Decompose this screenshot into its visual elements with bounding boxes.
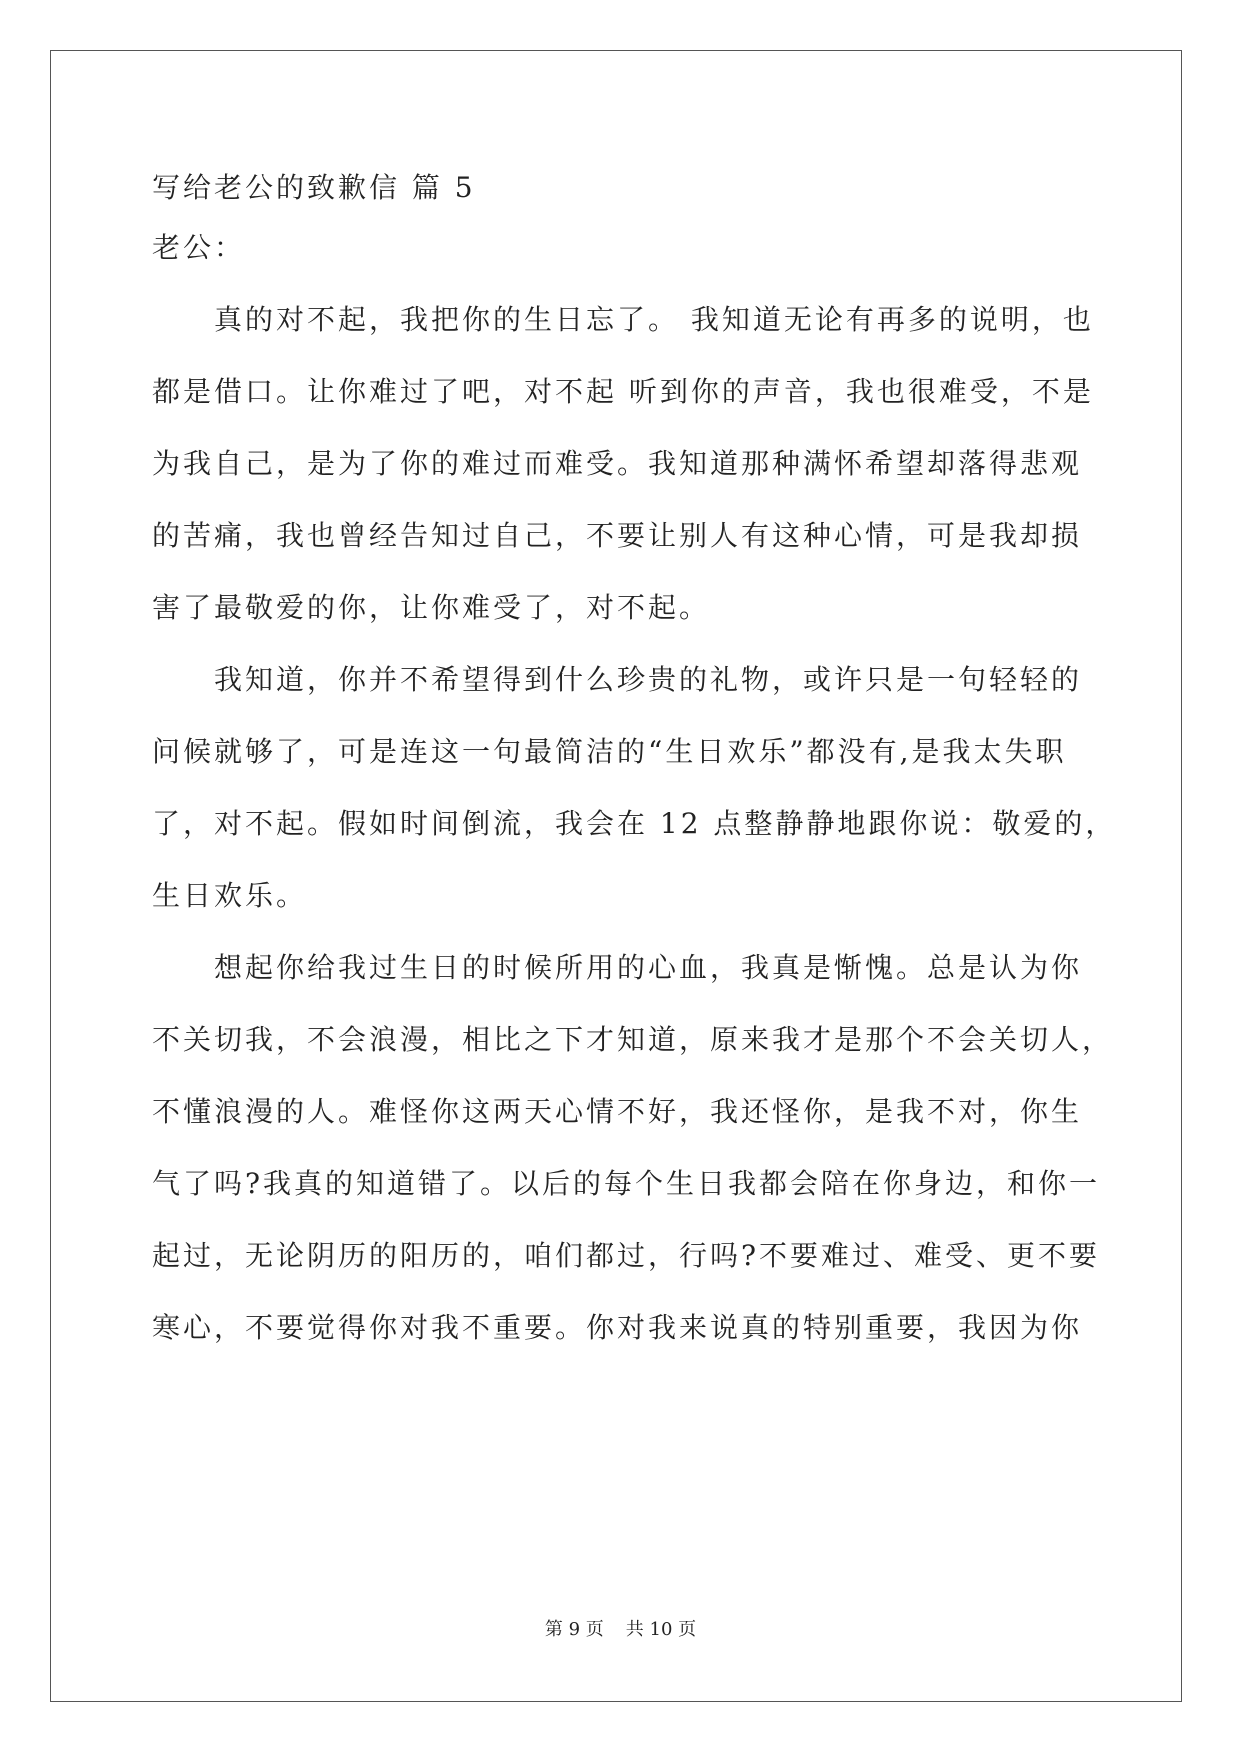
page-total: 共 10 页	[625, 1619, 697, 1640]
text-line: 寒心，不要觉得你对我不重要。你对我来说真的特别重要，我因为你	[152, 1311, 1083, 1344]
text-line: 想起你给我过生日的时候所用的心血，我真是惭愧。总是认为你	[152, 951, 1083, 984]
text-line: 为我自己，是为了你的难过而难受。我知道那种满怀希望却落得悲观	[152, 447, 1083, 480]
text-line: 真的对不起，我把你的生日忘了。 我知道无论有再多的说明，也	[152, 303, 1094, 336]
page-number: 第 9 页	[544, 1619, 604, 1640]
text-line: 气了吗?我真的知道错了。以后的每个生日我都会陪在你身边，和你一	[152, 1167, 1101, 1200]
text-line: 不关切我，不会浪漫，相比之下才知道，原来我才是那个不会关切人，	[152, 1023, 1114, 1056]
text-line: 生日欢乐。	[152, 879, 308, 912]
page-footer	[0, 1618, 1241, 1642]
text-line: 都是借口。让你难过了吧，对不起 听到你的声音，我也很难受，不是	[152, 375, 1094, 408]
text-line: 我知道，你并不希望得到什么珍贵的礼物，或许只是一句轻轻的	[152, 663, 1083, 696]
text-line: 起过，无论阴历的阳历的，咱们都过，行吗?不要难过、难受、更不要	[152, 1239, 1101, 1272]
text-line: 了，对不起。假如时间倒流，我会在 12 点整静静地跟你说：敬爱的，	[152, 807, 1117, 840]
text-line: 的苦痛，我也曾经告知过自己，不要让别人有这种心情，可是我却损	[152, 519, 1083, 552]
document-title: 写给老公的致歉信 篇 5	[152, 171, 476, 204]
text-line: 害了最敬爱的你，让你难受了，对不起。	[152, 591, 711, 624]
salutation: 老公：	[152, 231, 246, 264]
text-line: 问候就够了，可是连这一句最简洁的“生日欢乐”都没有,是我太失职	[152, 735, 1067, 768]
text-line: 不懂浪漫的人。难怪你这两天心情不好，我还怪你，是我不对，你生	[152, 1095, 1083, 1128]
